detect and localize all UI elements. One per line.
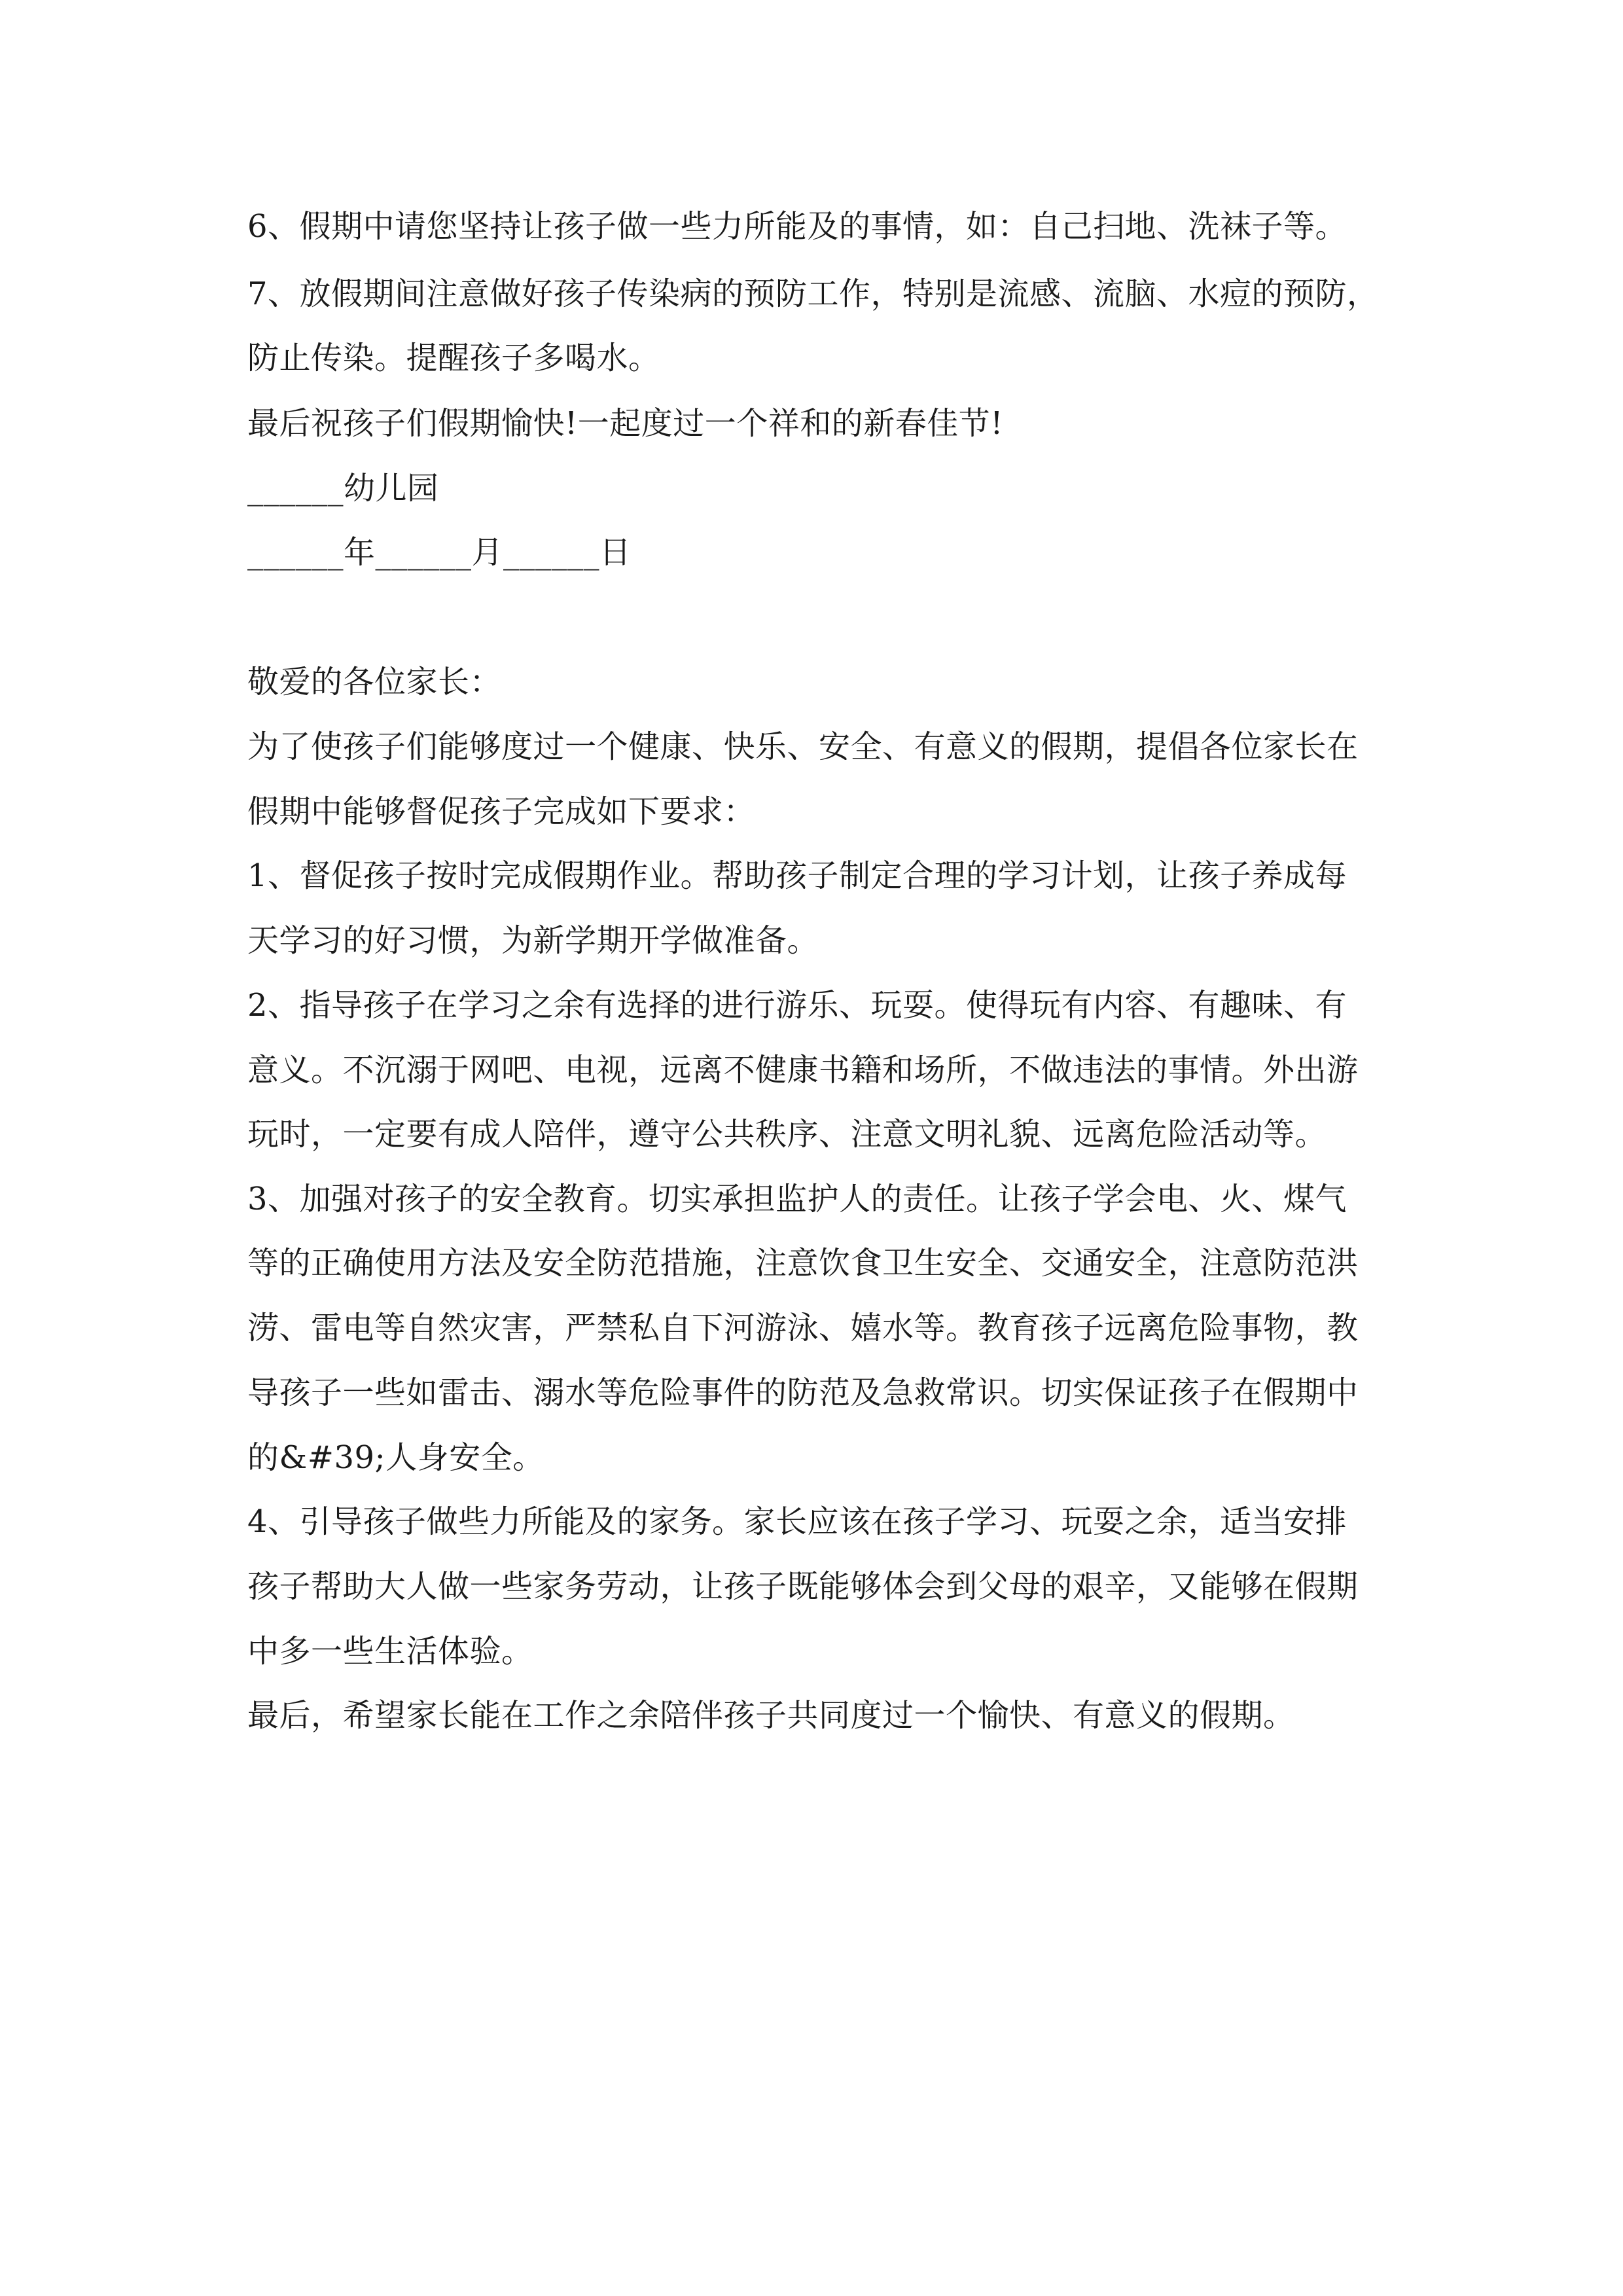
item-3-text-line4: 导孩子一些如雷击、溺水等危险事件的防范及急救常识。切实保证孩子在假期中 bbox=[247, 1374, 1359, 1411]
intro-text-line1: 为了使孩子们能够度过一个健康、快乐、安全、有意义的假期，提倡各位家长在 bbox=[247, 728, 1359, 765]
item-4-text-line1: 4、引导孩子做些力所能及的家务。家长应该在孩子学习、玩耍之余，适当安排 bbox=[247, 1503, 1347, 1540]
item-1-text-line2: 天学习的好习惯，为新学期开学做准备。 bbox=[247, 922, 819, 959]
item-4-text-line3: 中多一些生活体验。 bbox=[247, 1633, 533, 1670]
intro-text-line2: 假期中能够督促孩子完成如下要求： bbox=[247, 793, 756, 830]
item-2-text-line3: 玩时，一定要有成人陪伴，遵守公共秩序、注意文明礼貌、远离危险活动等。 bbox=[247, 1116, 1327, 1153]
signature-kindergarten: ______幼儿园 bbox=[247, 470, 439, 507]
salutation: 敬爱的各位家长： bbox=[247, 664, 502, 700]
closing-text: 最后，希望家长能在工作之余陪伴孩子共同度过一个愉快、有意义的假期。 bbox=[247, 1697, 1295, 1734]
item-3-text-line5: 的&#39;人身安全。 bbox=[247, 1439, 544, 1476]
item-7-text-line1: 7、放假期间注意做好孩子传染病的预防工作，特别是流感、流脑、水痘的预防， bbox=[247, 276, 1379, 312]
item-4-text-line2: 孩子帮助大人做一些家务劳动，让孩子既能够体会到父母的艰辛，又能够在假期 bbox=[247, 1568, 1359, 1605]
item-6-text: 6、假期中请您坚持让孩子做一些力所能及的事情，如：自己扫地、洗袜子等。 bbox=[247, 208, 1347, 245]
item-2-text-line2: 意义。不沉溺于网吧、电视，远离不健康书籍和场所，不做违法的事情。外出游 bbox=[247, 1052, 1359, 1088]
item-2-text-line1: 2、指导孩子在学习之余有选择的进行游乐、玩耍。使得玩有内容、有趣味、有 bbox=[247, 987, 1347, 1024]
item-3-text-line2: 等的正确使用方法及安全防范措施，注意饮食卫生安全、交通安全，注意防范洪 bbox=[247, 1245, 1359, 1282]
item-1-text-line1: 1、督促孩子按时完成假期作业。帮助孩子制定合理的学习计划，让孩子养成每 bbox=[247, 857, 1347, 894]
signature-date: ______年______月______日 bbox=[247, 534, 632, 571]
item-3-text-line1: 3、加强对孩子的安全教育。切实承担监护人的责任。让孩子学会电、火、煤气 bbox=[247, 1181, 1347, 1217]
item-7-text-line2: 防止传染。提醒孩子多喝水。 bbox=[247, 340, 660, 376]
closing-wish: 最后祝孩子们假期愉快!一起度过一个祥和的新春佳节! bbox=[247, 405, 1004, 442]
item-3-text-line3: 涝、雷电等自然灾害，严禁私自下河游泳、嬉水等。教育孩子远离危险事物，教 bbox=[247, 1310, 1359, 1346]
